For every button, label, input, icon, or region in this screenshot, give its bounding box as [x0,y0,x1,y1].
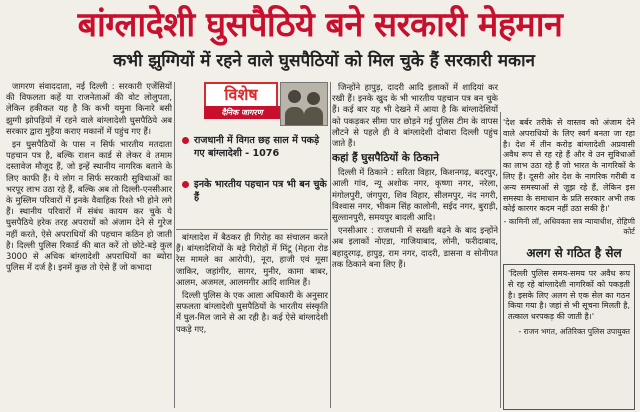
vishesh-label: विशेष [204,82,278,110]
rule [176,229,328,230]
bullet-item [182,178,328,204]
bullet-text: इनके भारतीय पहचान पत्र भी बन चुके हैं [194,179,327,203]
bullet-item [182,134,328,160]
subheadline: कभी झुग्गियों में रहने वाले घुसपैठियों को मिल चुके हैं सरकारी मकान [113,51,535,71]
rule [330,82,331,408]
sel-box [503,264,635,410]
sel-title: अलग से गठित है सेल [526,246,622,260]
sel-text: 'दिल्ली पुलिस समय-समय पर अवैध रूप से रह रहे बांग्लादेशी नागरिकों को पकड़ती है। इसके लिए अलग से एक सेल का गठन किया गया है। जहां से भी सूचना मिलती है, तत्काल धरपकड़ की जाती है।' [508,269,630,322]
article-column-1 [6,81,172,411]
bullet-icon [182,137,189,144]
paragraph: जागरण संवाददाता, नई दिल्ली : सरकारी एजेंसियों की विफलता कहें या राजनेताओं की वोट लोलुपता, लेकिन हकीकत यह है कि कभी यमुना किनारे बसी झुग्गी झोपड़ियों में रहने वाले बांग्लादेशी घुसपैठिये अब सरकार द्वारा मुहैया कराए मकानों में पहुंच गए हैं। [6,81,172,136]
section-subhead: कहां हैं घुसपैठियों के ठिकाने [332,152,439,165]
paragraph: इन घुसपैठियों के पास न सिर्फ भारतीय मतदाता पहचान पत्र है, बल्कि राशन कार्ड से लेकर वे तमाम दस्तावेज मौजूद हैं, जो इन्हें स्थानीय नागरिक बताने के लिए काफी हैं। ये लोग न सिर्फ सरकारी सुविधाओं का भरपूर लाभ उठा रहे हैं, बल्कि अब तो दिल्ली-एनसीआर के मुस्लिम परिवारों में इनके वैवाहिक रिश्ते भी होने लगे हैं। स्थानीय परिवारों में संबंध कायम कर चुके ये घुसपैठिये हरेक तरह अपराधों को अंजाम देने से गुरेज नहीं करते, ऐसे अपराधियों की पहचान कठिन हो जाती है। दिल्ली पुलिस रिकार्ड की बात करें तो छोटे-बड़े कुल 3000 से अधिक बांग्लादेशी अपराधियों का ब्योरा पुलिस में दर्ज है। इनमें कुछ तो ऐसे हैं जो कभादा [6,139,172,273]
sel-credit: - राजन भगत, अतिरिक्त पुलिस उपायुक्त [518,326,630,336]
rule [174,82,175,408]
paragraph: बांग्लादेश में बैठकर ही गिरोह का संचालन करते हैं। बांग्लादेशियों के बड़े गिरोहों में मिंटू (मेहता रोड रेस मामले का आरोपी), नूरा, हाजी एवं मूसा जाकिर, जहांगीर, सागर, मुनीर, कामा बाबर, आलम, अजमल, आलमगीर आदि शामिल हैं। [176,232,328,287]
paragraph: दिल्ली पुलिस के एक आला अधिकारी के अनुसार सफलता बांग्लादेशी घुसपैठियों के भारतीय संस्कृति में घुल-मिल जाने से आ रही है। कई ऐसे बांग्लादेशी पकड़े गए, [176,290,328,334]
article-column-3 [332,82,498,412]
brand-label: दैनिक जागरण [204,106,280,119]
bullet-icon [182,181,189,188]
bullet-text: राजधानी में विगत छह साल में पकड़े गए बांग्लादेशी - 1076 [194,135,320,159]
quote-text: 'देश बर्बर तरीके से वास्तव को अंजाम देने वाले अपराधियों के लिए स्वर्ग बनता जा रहा है। देश में तीन करोड़ बांग्लादेशी अप्रवासी अवैध रूप से रह रहे हैं और वे उन सुविधाओं का लाभ उठा रहे हैं जो भारत के नागरिकों के लिए हैं। दूसरी ओर देश के नागरिक गरीबी व अन्य समस्याओं से जूझ रहे हैं, लेकिन इस समस्या के समाधान के प्रति सरकार अभी तक कोई कारगर कदम नहीं उठा सकी है।' [503,118,635,214]
special-feature-box [176,82,328,228]
paragraph: दिल्ली में ठिकाने : सरिता विहार, किशनगढ़, बदरपुर, आली गांव, न्यू अशोक नगर, कृष्णा नगर, नरेला, मंगोलपुरी, जंगपुरा, शिव विहार, सीलमपुर, नंद नगरी, विश्वास नगर, भीकम सिंह कालोनी, सईद नगर, बुराड़ी, सुल्तानपुरी, समयपुर बादली आदि। [332,167,498,223]
quote-credit: - कामिनी लॉ, अधिवक्ता सत्र न्यायाधीश, रोहिणी कोर्ट [503,217,635,237]
paragraph: जिन्होंने हापुड़, दादरी आदि इलाकों में शादियां कर रखी हैं। इनके खुद के भी भारतीय पहचान पत्र बन चुके हैं। कई बार यह भी देखने में आया है कि बांग्लादेशियों को पकड़कर सीमा पार छोड़ने गई पुलिस टीम के वापस लौटने से पहले ही वे बांग्लादेशी दोबारा दिल्ली पहुंच जाते हैं। [332,82,498,149]
photo [280,82,328,126]
quote-column [503,118,635,237]
rule [500,112,501,408]
headline: बांग्लादेशी घुसपैठिये बने सरकारी मेहमान [77,5,563,45]
article-column-2 [176,232,328,412]
paragraph: एनसीआर : राजधानी में सख्ती बढ़ने के बाद इन्होंने अब इलाकों नोएडा, गाजियाबाद, लोनी, फरीदाबाद, बहादुरगढ़, हापुड़, राम नगर, दादरी, डासना व सोनीपत तक ठिकाने बना लिए हैं। [332,225,498,269]
